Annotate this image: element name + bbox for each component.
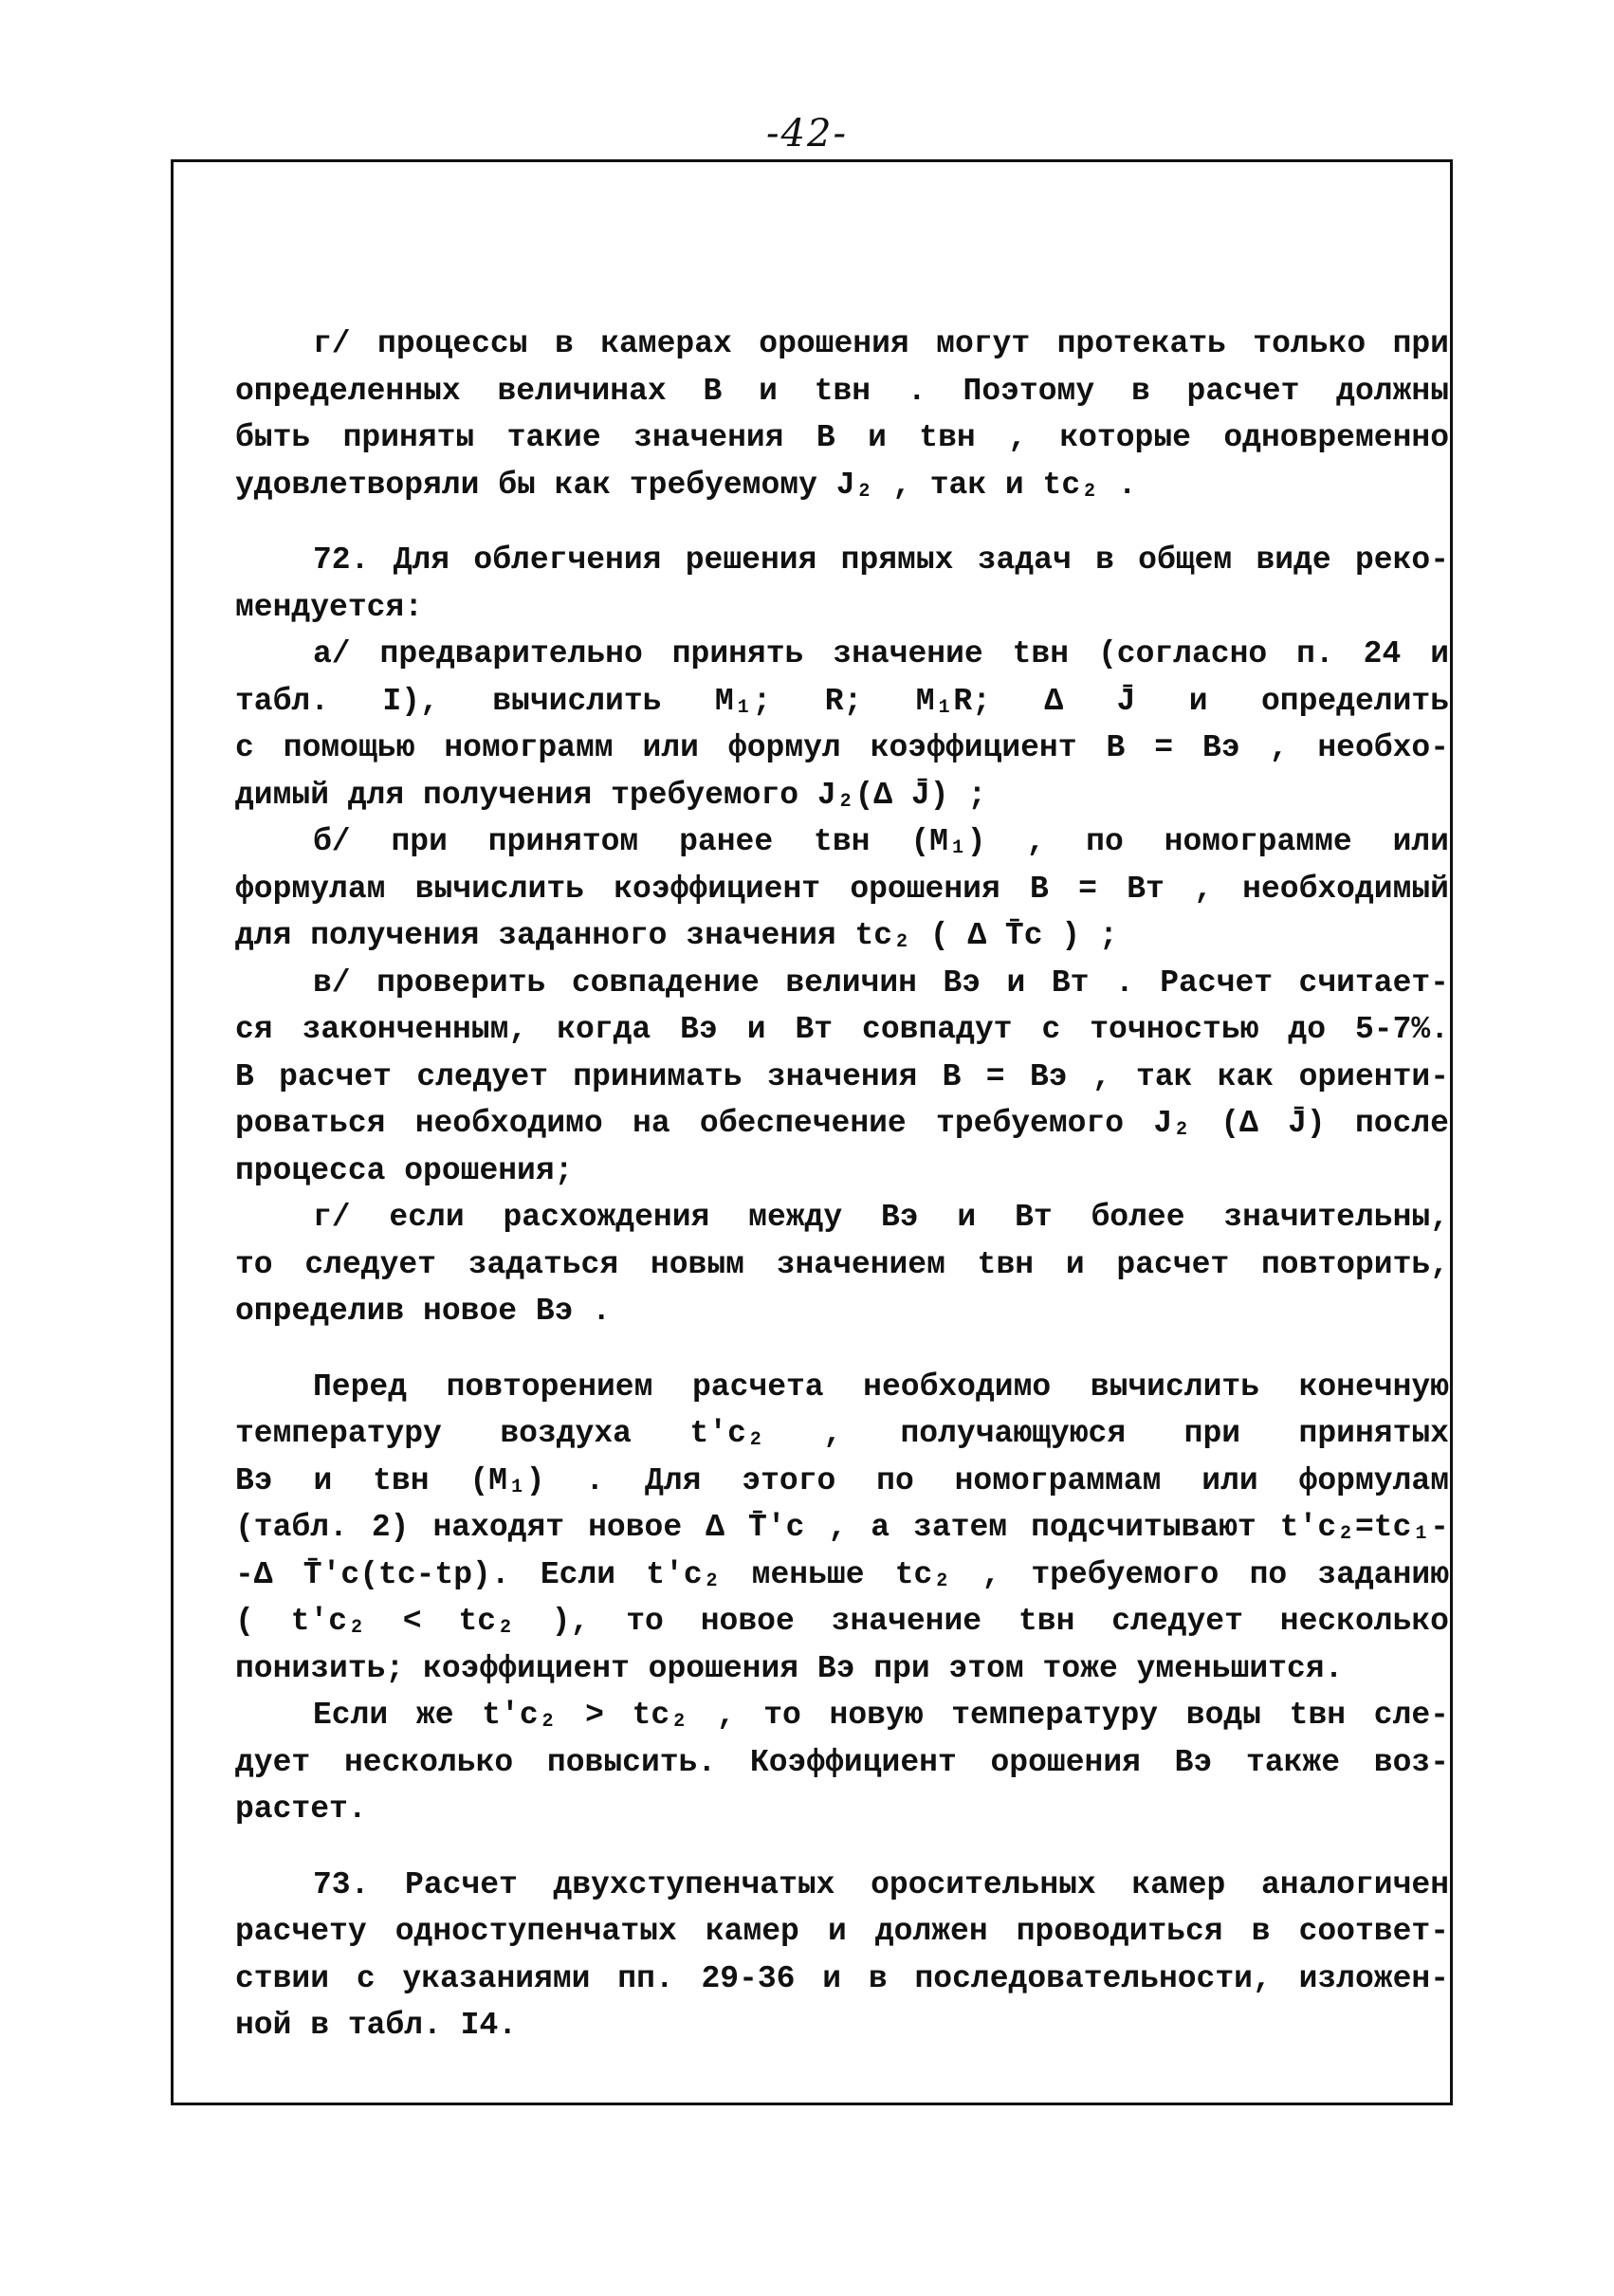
page-number: -42- — [766, 112, 848, 156]
text-line: процесса орошения; — [235, 1152, 574, 1188]
text-line: г/ процессы в камерах орошения могут протекать только при — [313, 326, 1449, 361]
text-line: ствии с указаниями пп. 29-36 и в последовательности, изложен- — [235, 1960, 1449, 1996]
text-line: а/ предварительно принять значение tвн (согласно п. 24 и — [313, 636, 1449, 671]
text-line: табл. I), вычислить М₁; R; М₁R; Δ J̄ и определить — [235, 683, 1449, 719]
text-line: определенных величинах В и tвн . Поэтому в расчет должны — [235, 373, 1449, 409]
text-line: Перед повторением расчета необходимо вычислить конечную — [313, 1368, 1449, 1405]
document-body — [235, 321, 1449, 2049]
text-line: 73. Расчет двухступенчатых оросительных камер аналогичен — [313, 1866, 1449, 1902]
text-line: понизить; коэффициент орошения Вэ при этом тоже уменьшится. — [235, 1650, 1344, 1686]
text-line: для получения заданного значения tс₂ ( Δ T̄с ) ; — [235, 918, 1118, 953]
text-line: температуру воздуха t'с₂ , получающуюся при принятых — [235, 1416, 1449, 1451]
text-line: расчету одноступенчатых камер и должен проводиться в соответ- — [235, 1914, 1449, 1949]
text-line: ( t'с₂ < tс₂ ), то новое значение tвн следует несколько — [235, 1604, 1449, 1639]
text-line: В расчет следует принимать значения В = Вэ , так как ориенти- — [235, 1058, 1449, 1094]
text-line: ся законченным, когда Вэ и Вт совпадут с точностью до 5-7%. — [235, 1012, 1449, 1047]
text-line: в/ проверить совпадение величин Вэ и Вт . Расчет считает- — [313, 964, 1449, 1001]
text-line: растет. — [235, 1791, 367, 1827]
text-line: мендуется: — [235, 589, 424, 625]
text-line: -Δ T̄'с(tс-tр). Если t'с₂ меньше tс₂ , требуемого по заданию — [235, 1556, 1449, 1592]
text-line: формулам вычислить коэффициент орошения В = Вт , необходимый — [235, 871, 1449, 907]
text-line: б/ при принятом ранее tвн (М₁) , по номограмме или — [313, 824, 1449, 859]
text-line: ной в табл. I4. — [235, 2008, 518, 2043]
text-line: роваться необходимо на обеспечение требуемого J₂ (Δ J̄) после — [235, 1106, 1449, 1141]
paragraph — [235, 321, 1449, 508]
text-line: (табл. 2) находят новое Δ T̄'с , а затем подсчитывают t'с₂=tс₁- — [235, 1510, 1449, 1545]
paragraph — [235, 631, 1449, 818]
text-line: 72. Для облегчения решения прямых задач в общем виде реко- — [313, 542, 1449, 578]
paragraph — [235, 1862, 1449, 2049]
paragraph — [235, 818, 1449, 960]
text-line: димый для получения требуемого J₂(Δ J̄) ; — [235, 777, 987, 813]
text-line: то следует задаться новым значением tвн и расчет повторить, — [235, 1246, 1449, 1282]
text-line: быть приняты такие значения В и tвн , которые одновременно — [235, 420, 1449, 455]
text-line: удовлетворяли бы как требуемому J₂ , так и tс₂ . — [235, 467, 1137, 503]
text-line: с помощью номограмм или формул коэффициент В = Вэ , необхо- — [235, 730, 1449, 765]
paragraph — [235, 960, 1449, 1195]
paragraph — [235, 1692, 1449, 1833]
text-line: Если же t'с₂ > tс₂ , то новую температуру воды tвн сле- — [313, 1698, 1449, 1733]
paragraph — [235, 537, 1449, 631]
text-line: дует несколько повысить. Коэффициент орошения Вэ также воз- — [235, 1744, 1449, 1780]
text-line: г/ если расхождения между Вэ и Вт более значительны, — [313, 1200, 1449, 1235]
text-line: Вэ и tвн (М₁) . Для этого по номограммам или формулам — [235, 1462, 1449, 1498]
paragraph — [235, 1364, 1449, 1693]
paragraph — [235, 1194, 1449, 1335]
text-line: определив новое Вэ . — [235, 1294, 612, 1329]
